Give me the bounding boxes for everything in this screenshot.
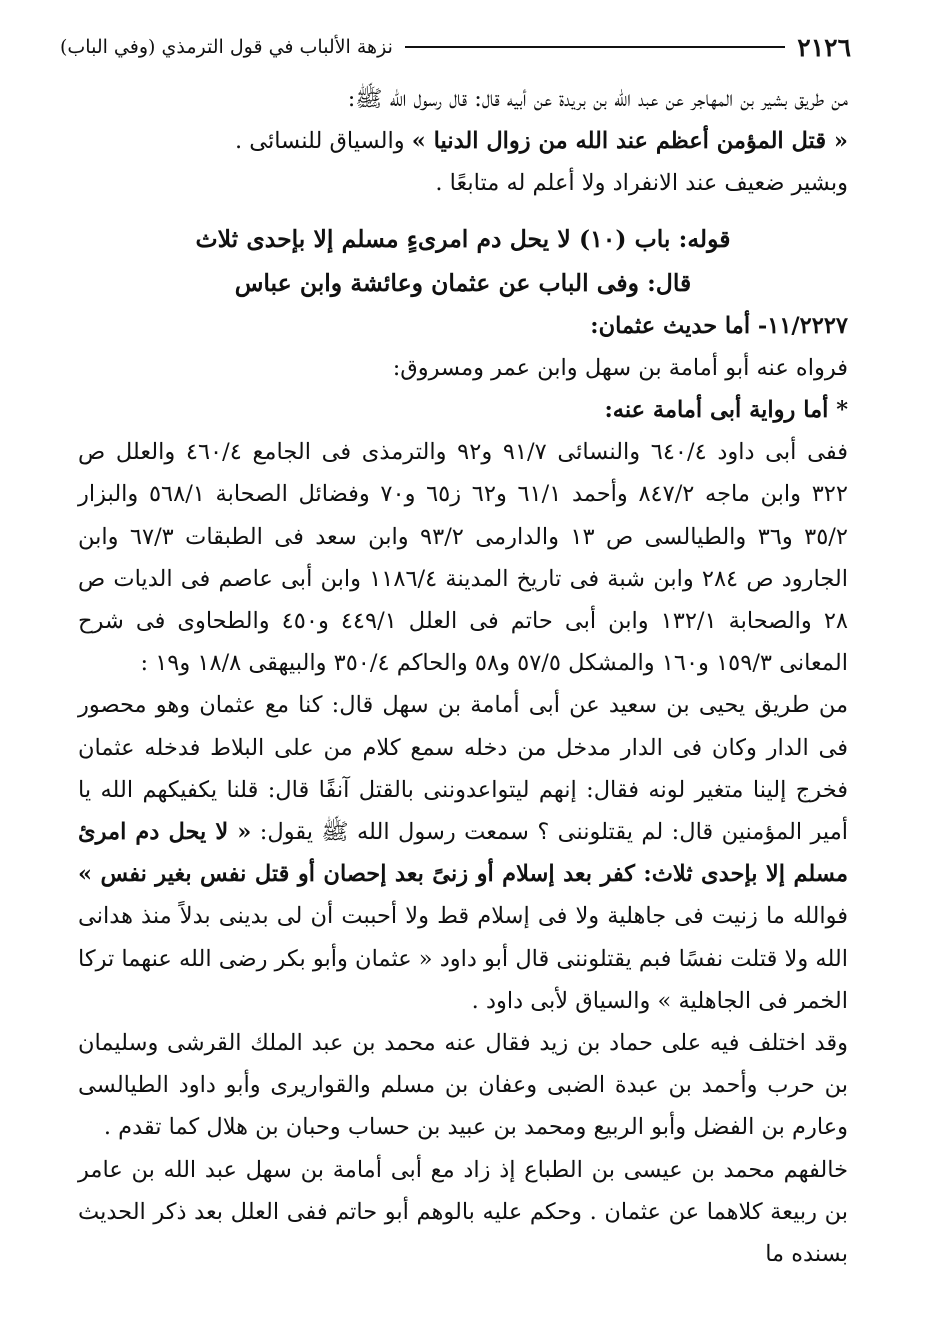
running-title: نزهة الألباب في قول الترمذي (وفي الباب) [60,36,393,58]
story-part-1: من طريق يحيى بن سعيد عن أبى أمامة بن سهل قال: كنا مع عثمان وهو محصور فى الدار وكان فى الدار مدخل من دخله سمع كلام من على البلاط فدخله عثمان فخرج إلينا متغير لونه فقال: إنهم ليتواعدوننى بالقتل آنفًا قال: قلنا يكفيكهم الله يا أمير المؤمنين قال: لم يقتلوننى ؟ سمعت رسول الله ﷺ يقول: [78,692,848,846]
narrators-line: فرواه عنه أبو أمامة بن سهل وابن عمر ومسروق: [392,354,848,381]
hadith-quote: « لا يحل دم امرئ مسلم إلا بإحدى ثلاث: كفر بعد إسلام أو زنىً بعد إحصان أو قتل نفس بغير نفس » [78,819,848,888]
hadith-title: ١١/٢٢٢٧- أما حديث عثمان: [590,312,848,339]
intro-paragraph [78,78,848,205]
intro-line-3: وبشير ضعيف عند الانفراد ولا أعلم له متابعًا . [435,170,848,197]
sources-paragraph: ففى أبى داود ٦٤٠/٤ والنسائى ٩١/٧ و٩٢ والترمذى فى الجامع ٤٦٠/٤ والعلل ص ٣٢٢ وابن ماجه ٨٤٧/٢ وأحمد ٦١/١ و٦٢ ز٦٥ و٧٠ وفضائل الصحابة ٥٦٨/١ والبزار ٣٥/٢ و٣٦ والطيالسى ص ١٣ والدارمى ٩٣/٢ وابن سعد فى الطبقات ٦٧/٣ وابن الجارود ص ٢٨٤ وابن شبة فى تاريخ المدينة ١١٨٦/٤ وابن أبى عاصم فى الديات ص ٢٨ والصحابة ١٣٢/١ وابن أبى حاتم فى العلل ٤٤٩/١ و٤٥٠ والطحاوى فى شرح المعانى ١٥٩/٣ و١٦٠ والمشكل ٥٧/٥ و٥٨ والحاكم ٣٥٠/٤ والبيهقى ١٨/٨ و١٩ : [78,439,848,677]
narration-heading: * أما رواية أبى أمامة عنه: [604,397,848,424]
header-rule [405,46,785,48]
story-part-2: فوالله ما زنيت فى جاهلية ولا فى إسلام قط ولا أحببت أن لى بدينى بدلاً منذ هدانى الله ولا قتلت نفسًا فبم يقتلوننى قال أبو داود « عثمان وأبو بكر رضى الله عنهما تركا الخمر فى الجاهلية » والسياق لأبى داود . [78,903,848,1014]
spacer [78,205,848,217]
intro-line-2 [78,120,848,162]
chapter-subheading: قال: وفى الباب عن عثمان وعائشة وابن عباس [234,268,692,297]
chapter-heading: قوله: باب (١٠) لا يحل دم امرىءٍ مسلم إلا بإحدى ثلاث [195,224,731,253]
page-body [78,78,848,1275]
contradiction-paragraph: خالفهم محمد بن عيسى بن الطباع إذ زاد مع أبى أمامة بن سهل عبد الله بن عامر بن ربيعة كلاهما عن عثمان . وحكم عليه بالوهم أبو حاتم ففى العلل بعد ذكر الحديث بسنده ما [78,1156,848,1268]
intro-line-1: من طريق بشير بن المهاجر عن عبد الله بن بريدة عن أبيه قال: قال رسول الله ﷺ: [347,86,848,112]
intro-quote: « قتل المؤمن أعظم عند الله من زوال الدنيا » [411,128,848,155]
page-header [60,30,851,64]
page-number: ٢١٢٦ [797,32,851,62]
intro-line-2-rest: والسياق للنسائى . [234,128,412,155]
story-paragraph [78,684,848,1022]
disagreement-paragraph: وقد اختلف فيه على حماد بن زيد فقال عنه محمد بن عبد الملك القرشى وسليمان بن حرب وأحمد بن عبدة الضبى وعفان بن مسلم والقواريرى وأبو داود الطيالسى وعارم بن الفضل وأبو الربيع ومحمد بن عبيد بن حساب وحبان بن هلال كما تقدم . [78,1030,848,1141]
